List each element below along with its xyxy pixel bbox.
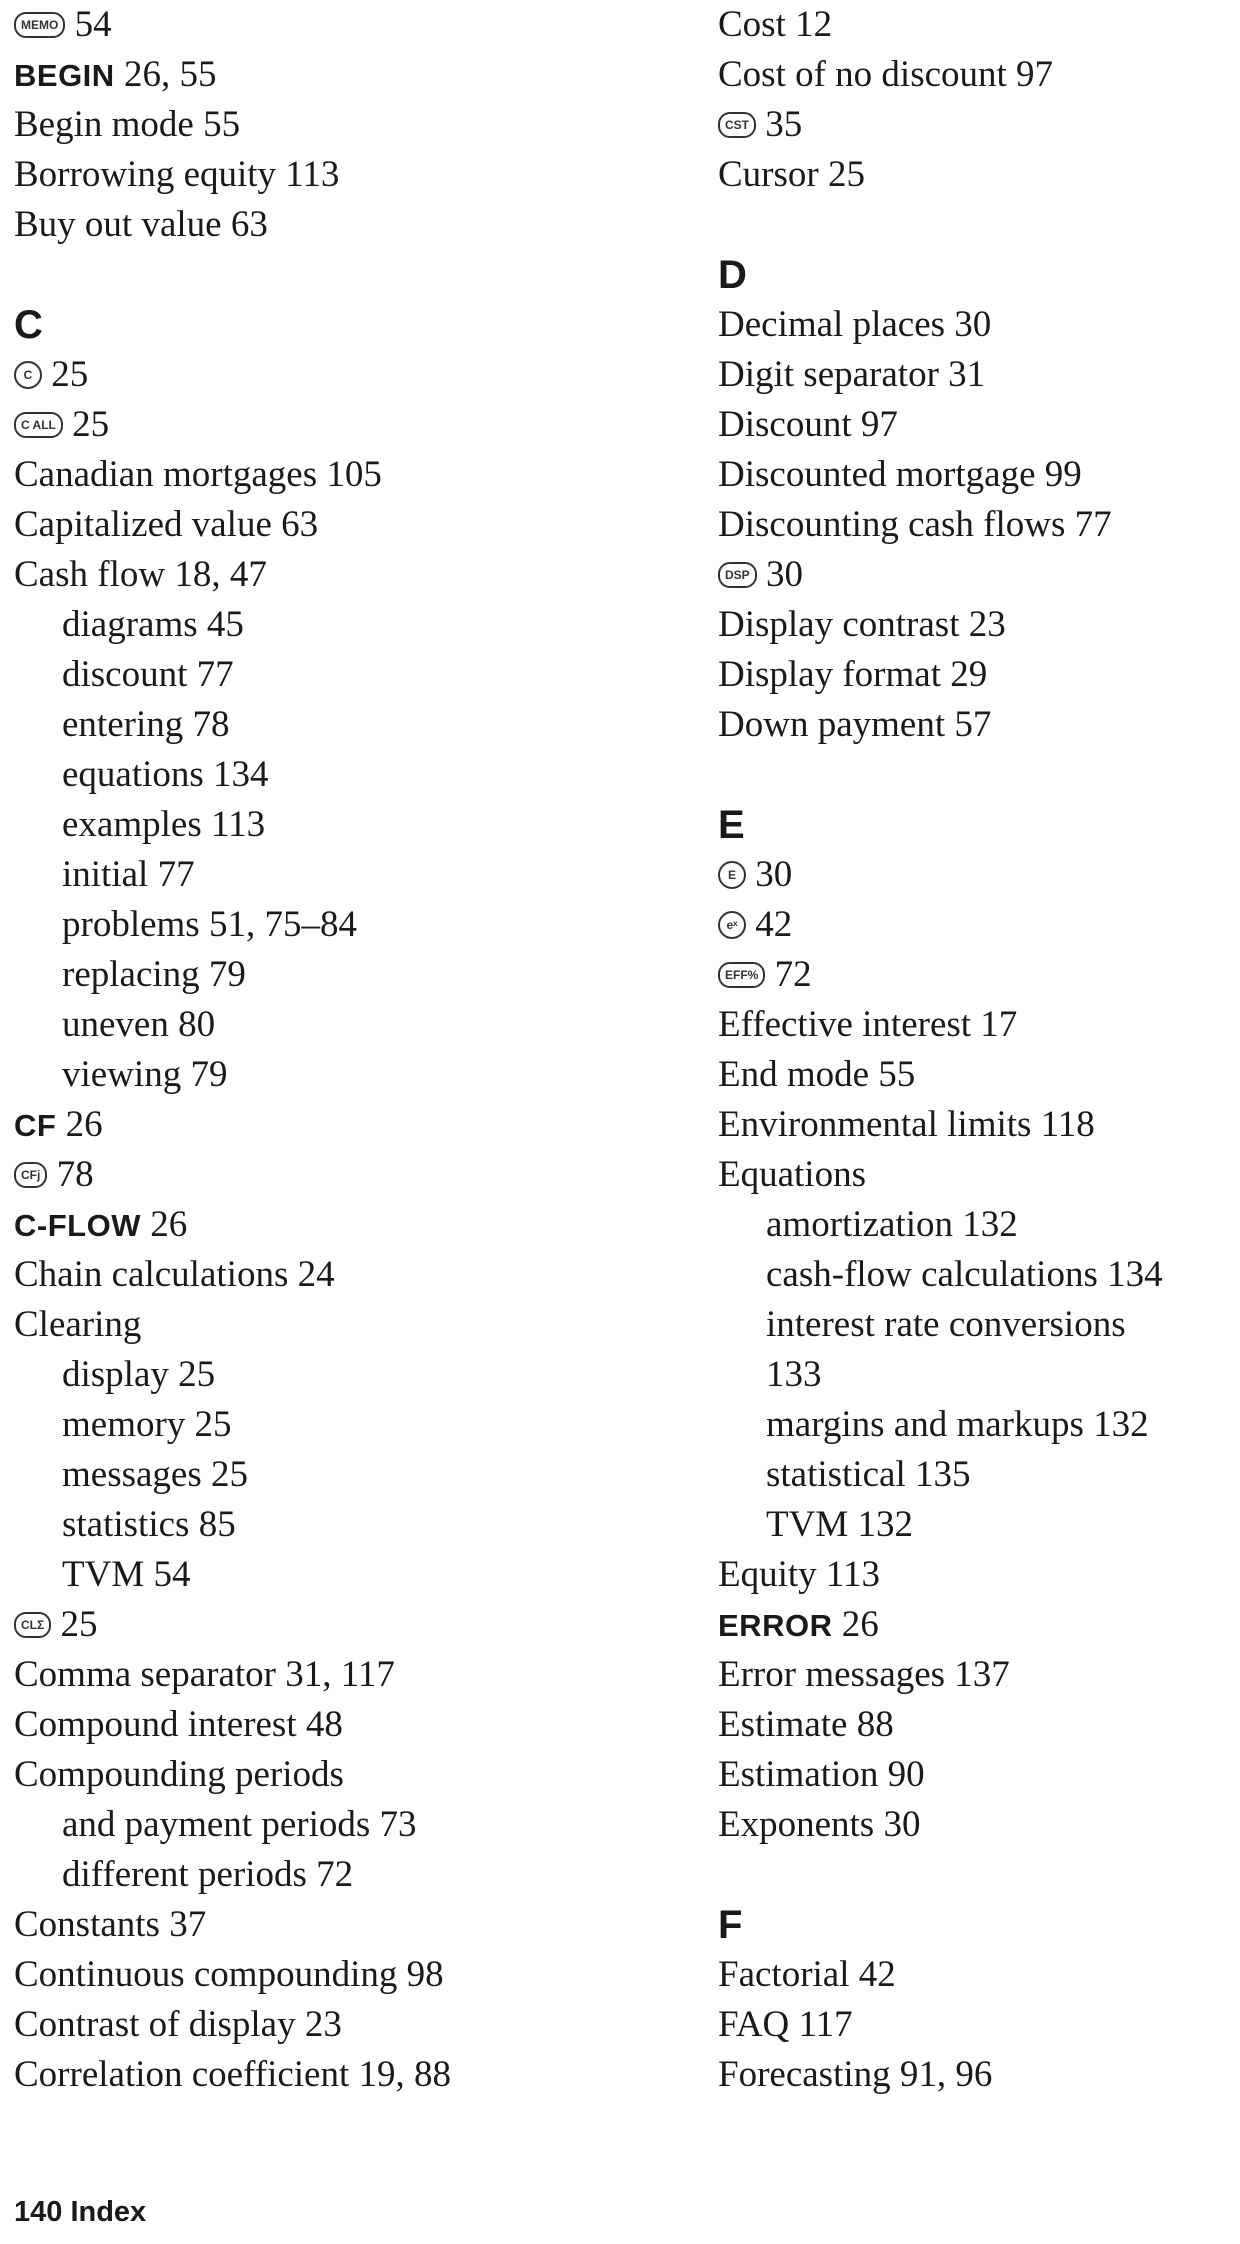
- index-entry: [718, 550, 1238, 600]
- index-entry-text: replacing 79: [62, 954, 246, 995]
- index-entry-text: interest rate conversions: [766, 1304, 1126, 1345]
- index-entry-text: Forecasting 91, 96: [718, 2054, 993, 2095]
- index-column-right: [718, 0, 1238, 2100]
- index-entry: [14, 1100, 674, 1150]
- index-subentry: [718, 1400, 1238, 1450]
- index-entry-text: 26: [140, 1204, 188, 1245]
- index-subentry: [718, 1300, 1238, 1350]
- index-entry-text: equations 134: [62, 754, 269, 795]
- index-entry: [718, 2050, 1238, 2100]
- index-entry: [718, 2000, 1238, 2050]
- index-entry-text: Canadian mortgages 105: [14, 454, 382, 495]
- index-entry: [718, 1150, 1238, 1200]
- index-entry: [718, 700, 1238, 750]
- index-subentry: [14, 900, 674, 950]
- index-entry-text: Discounting cash flows 77: [718, 504, 1112, 545]
- index-entry: [718, 650, 1238, 700]
- index-entry: [14, 350, 674, 400]
- index-entry: [14, 50, 674, 100]
- index-entry: [14, 1600, 674, 1650]
- index-entry-text: amortization 132: [766, 1204, 1018, 1245]
- index-entry-text: Compounding periods: [14, 1754, 344, 1795]
- index-entry-text: Equations: [718, 1154, 866, 1195]
- index-entry-text: Constants 37: [14, 1904, 207, 1945]
- index-subentry: [14, 800, 674, 850]
- page-footer: 140 Index: [14, 2196, 147, 2228]
- index-entry-text: 26, 55: [114, 54, 217, 95]
- section-letter-d: D: [718, 253, 747, 297]
- index-entry: [718, 1800, 1238, 1850]
- index-group-e: [718, 850, 1238, 1850]
- index-subentry: [14, 1050, 674, 1100]
- index-entry-text: End mode 55: [718, 1054, 916, 1095]
- index-entry-text: problems 51, 75–84: [62, 904, 357, 945]
- index-entry-text: Equity 113: [718, 1554, 881, 1595]
- index-entry: [718, 100, 1238, 150]
- index-entry-text: viewing 79: [62, 1054, 228, 1095]
- index-entry: [718, 950, 1238, 1000]
- index-entry: [14, 550, 674, 600]
- calculator-key-icon: CFj: [14, 1162, 47, 1188]
- index-entry: [14, 1200, 674, 1250]
- calculator-key-icon: C ALL: [14, 412, 63, 438]
- calculator-key-icon: CLΣ: [14, 1612, 51, 1638]
- index-group-c-continued: [718, 0, 1238, 200]
- index-subentry: [718, 1350, 1238, 1400]
- index-entry: [718, 850, 1238, 900]
- index-entry: [718, 0, 1238, 50]
- index-entry: [718, 350, 1238, 400]
- index-entry-text: statistical 135: [766, 1454, 971, 1495]
- index-subentry: [14, 650, 674, 700]
- index-entry-text: Buy out value 63: [14, 204, 268, 245]
- index-entry-text: display 25: [62, 1354, 216, 1395]
- index-entry: [14, 1700, 674, 1750]
- index-entry: [718, 600, 1238, 650]
- display-keyword: ERROR: [718, 1608, 833, 1643]
- index-entry-text: Compound interest 48: [14, 1704, 343, 1745]
- index-entry-text: 35: [756, 104, 803, 145]
- index-entry-text: Environmental limits 118: [718, 1104, 1095, 1145]
- index-subentry: [718, 1200, 1238, 1250]
- index-entry-text: Capitalized value 63: [14, 504, 319, 545]
- index-entry-text: 30: [746, 854, 793, 895]
- index-entry-text: Factorial 42: [718, 1954, 896, 1995]
- index-entry-text: FAQ 117: [718, 2004, 853, 2045]
- index-entry-text: Cash flow 18, 47: [14, 554, 267, 595]
- index-subentry: [718, 1250, 1238, 1300]
- index-entry-text: Error messages 137: [718, 1654, 1010, 1695]
- index-entry-text: Contrast of display 23: [14, 2004, 342, 2045]
- index-group-d: [718, 300, 1238, 750]
- calculator-key-icon: EFF%: [718, 962, 765, 988]
- calculator-key-icon: E: [718, 861, 746, 889]
- index-group-f: [718, 1950, 1238, 2100]
- index-group-b-continued: [14, 0, 674, 250]
- index-entry-text: Cursor 25: [718, 154, 865, 195]
- index-subentry: [718, 1450, 1238, 1500]
- index-entry-text: 72: [765, 954, 812, 995]
- index-entry: [718, 400, 1238, 450]
- index-entry: [718, 1050, 1238, 1100]
- calculator-key-icon: MEMO: [14, 12, 65, 38]
- section-letter-c: C: [14, 303, 43, 347]
- index-entry-text: 26: [56, 1104, 103, 1145]
- index-subentry: [14, 700, 674, 750]
- index-subentry: [14, 1400, 674, 1450]
- index-column-left: [14, 0, 674, 2100]
- calculator-key-icon: eˣ: [718, 911, 746, 939]
- index-entry: [718, 1100, 1238, 1150]
- index-subentry: [14, 1000, 674, 1050]
- index-entry-text: Exponents 30: [718, 1804, 921, 1845]
- index-entry: [14, 2050, 674, 2100]
- index-entry-text: 25: [51, 1604, 98, 1645]
- section-letter-f: F: [718, 1903, 743, 1947]
- index-entry: [14, 1250, 674, 1300]
- index-entry-text: entering 78: [62, 704, 230, 745]
- index-entry-text: Digit separator 31: [718, 354, 986, 395]
- index-entry: [14, 0, 674, 50]
- index-subentry: [14, 1800, 674, 1850]
- index-subentry: [14, 1850, 674, 1900]
- index-entry-text: Estimate 88: [718, 1704, 894, 1745]
- index-entry-text: different periods 72: [62, 1854, 354, 1895]
- index-entry-text: 133: [766, 1354, 822, 1395]
- index-entry: [718, 300, 1238, 350]
- display-keyword: BEGIN: [14, 58, 115, 93]
- index-subentry: [14, 600, 674, 650]
- display-keyword: C-FLOW: [14, 1208, 141, 1243]
- index-entry: [718, 1750, 1238, 1800]
- index-entry-text: Down payment 57: [718, 704, 992, 745]
- index-entry-text: cash-flow calculations 134: [766, 1254, 1163, 1295]
- index-entry-text: discount 77: [62, 654, 234, 695]
- index-entry: [718, 450, 1238, 500]
- index-entry-text: 78: [47, 1154, 94, 1195]
- index-entry-text: Cost 12: [718, 4, 833, 45]
- index-entry: [718, 1650, 1238, 1700]
- index-entry: [14, 1150, 674, 1200]
- index-entry-text: Cost of no discount 97: [718, 54, 1054, 95]
- index-entry-text: Estimation 90: [718, 1754, 925, 1795]
- index-entry-text: Borrowing equity 113: [14, 154, 340, 195]
- index-entry-text: Effective interest 17: [718, 1004, 1018, 1045]
- index-entry-text: Discount 97: [718, 404, 898, 445]
- index-entry-text: 25: [62, 404, 110, 445]
- index-entry: [14, 1750, 674, 1800]
- index-entry-text: Begin mode 55: [14, 104, 241, 145]
- index-subentry: [14, 1350, 674, 1400]
- index-entry: [14, 1950, 674, 2000]
- index-entry: [718, 1000, 1238, 1050]
- index-entry-text: examples 113: [62, 804, 266, 845]
- index-entry-text: Continuous compounding 98: [14, 1954, 444, 1995]
- index-entry: [718, 900, 1238, 950]
- index-entry-text: Chain calculations 24: [14, 1254, 335, 1295]
- calculator-key-icon: DSP: [718, 562, 757, 588]
- index-subentry: [14, 950, 674, 1000]
- index-entry-text: uneven 80: [62, 1004, 216, 1045]
- index-subentry: [14, 750, 674, 800]
- index-entry-text: Clearing: [14, 1304, 142, 1345]
- index-entry-text: Display contrast 23: [718, 604, 1006, 645]
- calculator-key-icon: CST: [718, 112, 756, 138]
- index-entry-text: TVM 54: [62, 1554, 191, 1595]
- index-group-c: [14, 350, 674, 2100]
- index-entry-text: diagrams 45: [62, 604, 244, 645]
- index-entry-text: 42: [746, 904, 793, 945]
- index-entry-text: 54: [65, 4, 112, 45]
- index-entry: [14, 1300, 674, 1350]
- index-entry-text: 25: [42, 354, 89, 395]
- index-entry-text: messages 25: [62, 1454, 248, 1495]
- index-entry: [718, 1550, 1238, 1600]
- index-entry: [14, 500, 674, 550]
- index-subentry: [14, 1450, 674, 1500]
- index-subentry: [14, 1550, 674, 1600]
- index-entry-text: 30: [756, 554, 803, 595]
- index-entry-text: Decimal places 30: [718, 304, 992, 345]
- index-entry-text: 26: [832, 1604, 879, 1645]
- index-entry: [718, 1700, 1238, 1750]
- index-entry-text: TVM 132: [766, 1504, 913, 1545]
- index-entry-text: Correlation coefficient 19, 88: [14, 2054, 452, 2095]
- calculator-key-icon: C: [14, 361, 42, 389]
- index-entry: [14, 100, 674, 150]
- display-keyword: CF: [14, 1108, 57, 1143]
- index-entry: [718, 1950, 1238, 2000]
- index-entry: [718, 1600, 1238, 1650]
- index-entry: [718, 50, 1238, 100]
- index-entry: [14, 400, 674, 450]
- index-entry: [14, 150, 674, 200]
- index-entry-text: Display format 29: [718, 654, 988, 695]
- index-entry: [14, 450, 674, 500]
- index-subentry: [14, 850, 674, 900]
- index-entry-text: statistics 85: [62, 1504, 236, 1545]
- index-subentry: [718, 1500, 1238, 1550]
- index-entry: [14, 1900, 674, 1950]
- index-entry-text: memory 25: [62, 1404, 232, 1445]
- index-entry-text: margins and markups 132: [766, 1404, 1149, 1445]
- index-subentry: [14, 1500, 674, 1550]
- index-entry: [14, 2000, 674, 2050]
- index-entry: [14, 200, 674, 250]
- section-letter-e: E: [718, 803, 745, 847]
- index-entry-text: Comma separator 31, 117: [14, 1654, 395, 1695]
- index-entry-text: and payment periods 73: [62, 1804, 417, 1845]
- index-entry: [718, 150, 1238, 200]
- index-entry: [718, 500, 1238, 550]
- index-entry-text: initial 77: [62, 854, 195, 895]
- index-entry: [14, 1650, 674, 1700]
- index-entry-text: Discounted mortgage 99: [718, 454, 1082, 495]
